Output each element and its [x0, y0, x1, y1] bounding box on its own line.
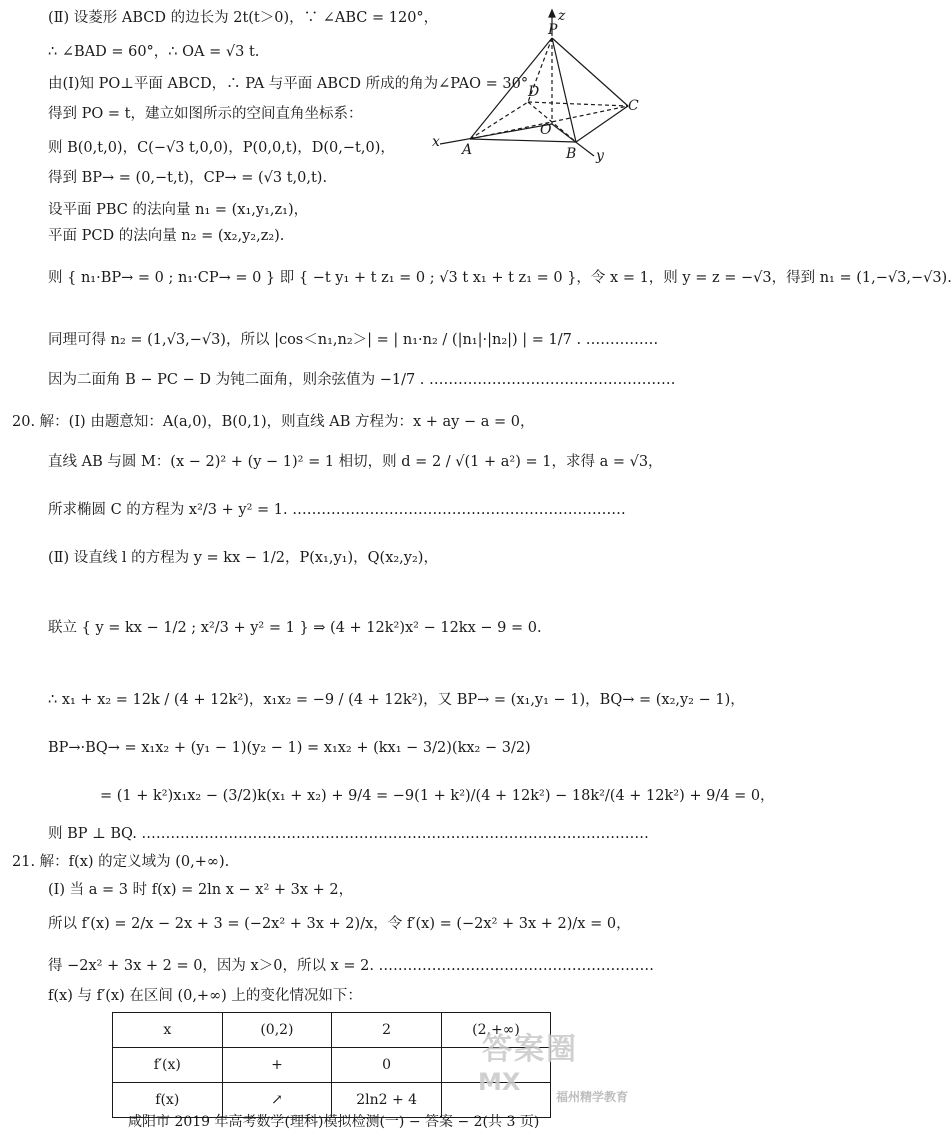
text-line: 直线 AB 与圆 M：(x − 2)² + (y − 1)² = 1 相切，则 d = 2 / √(1 + a²) = 1，求得 a = √3，: [48, 454, 663, 470]
text-line: = (1 + k²)x₁x₂ − (3/2)k(x₁ + x₂) + 9/4 = −9(1 + k²)/(4 + 12k²) − 18k²/(4 + 12k²) + 9/4 = 0，: [100, 788, 775, 804]
label-x: x: [432, 134, 440, 150]
table-cell: ↗: [222, 1083, 332, 1118]
label-p: P: [548, 22, 558, 38]
watermark-text: 答案圈: [482, 1032, 578, 1067]
text-line: ∴ ∠BAD = 60°，∴ OA = √3 t.: [48, 44, 260, 60]
label-d: D: [528, 84, 540, 100]
problem-20-heading: 20. 解：(Ⅰ) 由题意知：A(a,0)，B(0,1)，则直线 AB 方程为：x + ay − a = 0，: [12, 414, 535, 430]
variation-table: [112, 1012, 551, 1118]
table-cell: x: [113, 1013, 223, 1048]
text-line: 同理可得 n₂ = (1,√3,−√3)，所以 |cos＜n₁,n₂＞| = | n₁·n₂ / (|n₁|·|n₂|) | = 1/7 . ……………: [48, 332, 659, 348]
label-a: A: [462, 142, 473, 158]
table-cell: +: [222, 1048, 332, 1083]
table-cell: (2,+∞): [441, 1013, 550, 1048]
text-line: 则 B(0,t,0)，C(−√3 t,0,0)，P(0,0,t)，D(0,−t,0)，: [48, 140, 395, 156]
text-line: (Ⅰ) 当 a = 3 时 f(x) = 2ln x − x² + 3x + 2，: [48, 882, 354, 898]
edge-dc: [528, 102, 628, 106]
table-cell: 2ln2 + 4: [332, 1083, 442, 1118]
edge-pc: [552, 38, 628, 106]
table-cell: 2: [332, 1013, 442, 1048]
pyramid-coordinate-figure: [428, 6, 640, 166]
text-line: f(x) 与 f′(x) 在区间 (0,+∞) 上的变化情况如下：: [48, 988, 362, 1004]
label-y: y: [596, 148, 604, 164]
text-line: 则 BP ⊥ BQ. ……………………………………………………………………………………………: [48, 826, 649, 842]
text-line: 所以 f′(x) = 2/x − 2x + 3 = (−2x² + 3x + 2)/x，令 f′(x) = (−2x² + 3x + 2)/x = 0，: [48, 916, 631, 932]
text-line: 则 { n₁·BP→ = 0 ; n₁·CP→ = 0 } 即 { −t y₁ + t z₁ = 0 ; √3 t x₁ + t z₁ = 0 }，令 x = 1，则 y = z = −√3，得到 n₁ = (1,−√3,−√3).: [48, 270, 952, 286]
text-line: BP→·BQ→ = x₁x₂ + (y₁ − 1)(y₂ − 1) = x₁x₂ + (kx₁ − 3/2)(kx₂ − 3/2): [48, 740, 531, 756]
table-cell: f(x): [113, 1083, 223, 1118]
page-footer: 咸阳市 2019 年高考数学(理科)模拟检测(一) − 答案 − 2(共 3 页): [128, 1114, 540, 1130]
label-c: C: [628, 98, 639, 114]
text-line: 得到 PO = t，建立如图所示的空间直角坐标系：: [48, 106, 363, 122]
text-line: 得到 BP→ = (0,−t,t)，CP→ = (√3 t,0,t).: [48, 170, 328, 186]
problem-21-heading: 21. 解：f(x) 的定义域为 (0,+∞).: [12, 854, 230, 870]
text-line: (Ⅱ) 设直线 l 的方程为 y = kx − 1/2，P(x₁,y₁)，Q(x₂,y₂)，: [48, 550, 438, 566]
label-o: O: [540, 122, 552, 138]
z-axis-arrow: [549, 10, 555, 17]
table-cell: f′(x): [113, 1048, 223, 1083]
watermark-text: 福州精学教育: [556, 1090, 629, 1104]
table-cell: 0: [332, 1048, 442, 1083]
text-line: 所求椭圆 C 的方程为 x²/3 + y² = 1. ……………………………………………………………: [48, 502, 626, 518]
edge-ab: [470, 139, 576, 142]
watermark-text: MX: [478, 1068, 521, 1096]
text-line: 设平面 PBC 的法向量 n₁ = (x₁,y₁,z₁)，: [48, 202, 309, 218]
text-line: 由(Ⅰ)知 PO⊥平面 ABCD，∴ PA 与平面 ABCD 所成的角为∠PAO = 30°: [48, 76, 529, 92]
label-b: B: [566, 146, 577, 162]
table-row: [113, 1048, 551, 1083]
label-z: z: [558, 8, 566, 24]
text-line: ∴ x₁ + x₂ = 12k / (4 + 12k²)，x₁x₂ = −9 / (4 + 12k²)，又 BP→ = (x₁,y₁ − 1)，BQ→ = (x₂,y₂ − 1)，: [48, 692, 745, 708]
table-cell: (0,2): [222, 1013, 332, 1048]
text-line: (Ⅱ) 设菱形 ABCD 的边长为 2t(t＞0)，∵ ∠ABC = 120°，: [48, 10, 439, 26]
text-line: 因为二面角 B − PC − D 为钝二面角，则余弦值为 −1/7 . ……………………………………………: [48, 372, 676, 388]
text-line: 得 −2x² + 3x + 2 = 0，因为 x＞0，所以 x = 2. …………………………………………………: [48, 958, 655, 974]
table-row: [113, 1013, 551, 1048]
text-line: 联立 { y = kx − 1/2 ; x²/3 + y² = 1 } ⇒ (4 + 12k²)x² − 12kx − 9 = 0.: [48, 620, 542, 636]
table-cell: [441, 1048, 550, 1083]
text-line: 平面 PCD 的法向量 n₂ = (x₂,y₂,z₂).: [48, 228, 285, 244]
